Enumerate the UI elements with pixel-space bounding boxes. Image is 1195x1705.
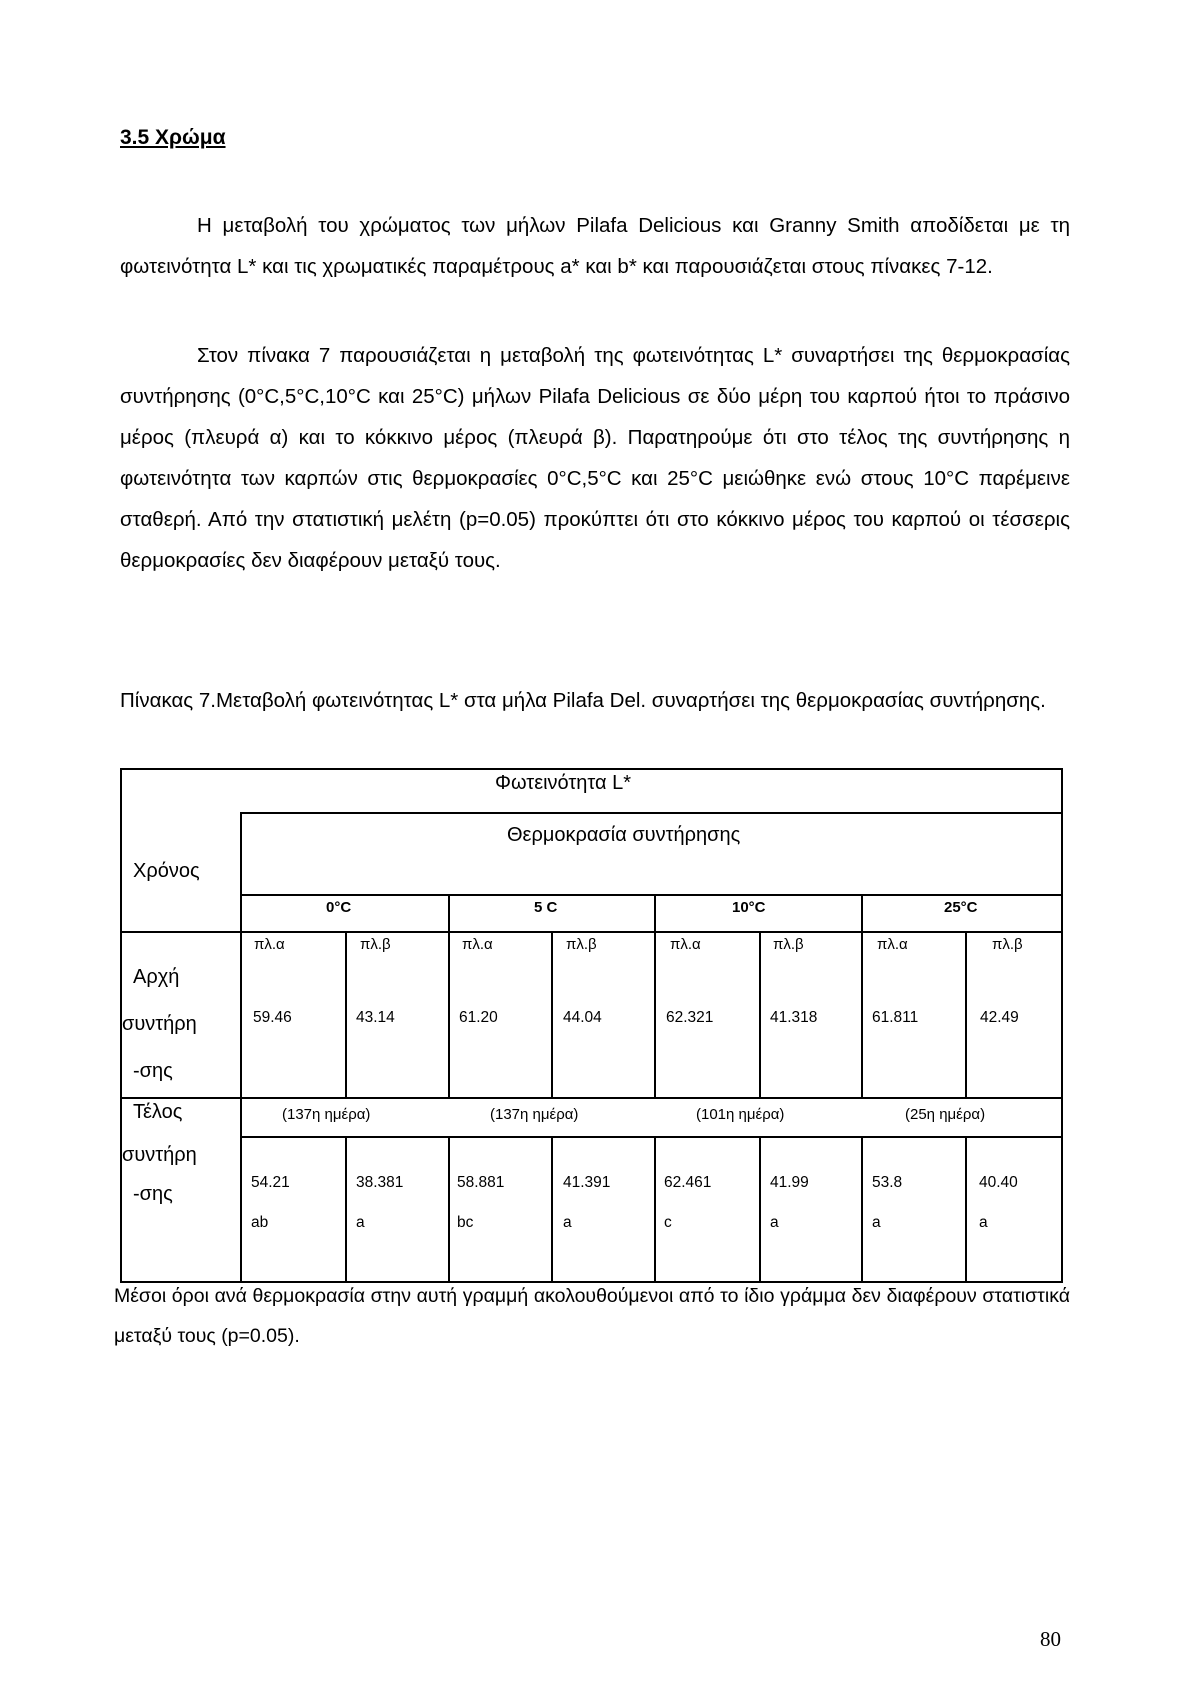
end-letter: a	[563, 1214, 572, 1231]
end-value: 38.381	[356, 1174, 404, 1191]
end-value: 40.40	[979, 1174, 1018, 1191]
end-value: 54.21	[251, 1174, 290, 1191]
end-letter: ab	[251, 1214, 269, 1231]
end-value: 53.8	[872, 1174, 903, 1191]
end-value: 62.461	[664, 1174, 712, 1191]
table-rule	[448, 894, 450, 1097]
table-rule	[120, 931, 1063, 933]
table-rule	[448, 1136, 450, 1281]
table-rule	[861, 894, 863, 1097]
side-label: πλ.α	[670, 936, 701, 953]
table-rule	[120, 1097, 1063, 1099]
start-value: 41.318	[770, 1009, 818, 1026]
section-heading: 3.5 Χρώμα	[120, 126, 226, 149]
page-number: 80	[1040, 1627, 1061, 1651]
start-value: 42.49	[980, 1009, 1019, 1026]
paragraph-table7-description: Στον πίνακα 7 παρουσιάζεται η μεταβολή της φωτεινότητας L* συναρτήσει της θερμοκρασίας συντήρησης (0°C,5°C,10°C και 25°C) μήλων Pilafa Delicious σε δύο μέρη του καρπού ήτοι το πράσινο μέρος (πλευρά α) και το κόκκινο μέρος (πλευρά β). Παρατηρούμε ότι στο τέλος της συντήρησης η φωτεινότητα των καρπών στις θερμοκρασίες 0°C,5°C και 25°C μειώθηκε ενώ στους 10°C παρέμεινε σταθερή. Από την στατιστική μελέτη (p=0.05) προκύπτει ότι στο κόκκινο μέρος του καρπού οι τέσσερις θερμοκρασίες δεν διαφέρουν μεταξύ τους.	[120, 344, 1070, 572]
paragraph-intro: Η μεταβολή του χρώματος των μήλων Pilafa Delicious και Granny Smith αποδίδεται με τη φωτεινότητα L* και τις χρωματικές παραμέτρους a* και b* και παρουσιάζεται στους πίνακες 7-12.	[120, 214, 1070, 278]
side-label: πλ.α	[462, 936, 493, 953]
temp-0: 0°C	[326, 899, 352, 916]
row-label-start: συντήρη	[122, 1013, 197, 1035]
table-rule	[240, 894, 1063, 896]
side-label: πλ.β	[360, 936, 391, 953]
end-letter: a	[872, 1214, 881, 1231]
table-rule	[345, 931, 347, 1097]
end-day: (137η ημέρα)	[490, 1106, 579, 1123]
table-rule	[759, 1136, 761, 1281]
row-label-start: Αρχή	[133, 966, 180, 988]
side-label: πλ.β	[773, 936, 804, 953]
temp-25: 25°C	[944, 899, 978, 916]
end-letter: bc	[457, 1214, 474, 1231]
end-value: 41.391	[563, 1174, 611, 1191]
side-label: πλ.α	[254, 936, 285, 953]
table-rule	[861, 1136, 863, 1281]
start-value: 43.14	[356, 1009, 395, 1026]
start-value: 61.20	[459, 1009, 498, 1026]
table-rule	[551, 931, 553, 1097]
table-rule	[345, 1136, 347, 1281]
header-lightness: Φωτεινότητα L*	[495, 772, 632, 794]
end-day: (137η ημέρα)	[282, 1106, 371, 1123]
start-value: 61.811	[872, 1009, 919, 1026]
table-rule	[654, 1136, 656, 1281]
end-letter: a	[356, 1214, 365, 1231]
end-value: 41.99	[770, 1174, 809, 1191]
header-time: Χρόνος	[133, 860, 200, 882]
row-label-end: Τέλος	[133, 1101, 183, 1123]
table-rule	[654, 894, 656, 1097]
end-value: 58.881	[457, 1174, 505, 1191]
end-day: (25η ημέρα)	[905, 1106, 986, 1123]
table-note: Μέσοι όροι ανά θερμοκρασία στην αυτή γραμμή ακολουθούμενοι από το ίδιο γράμμα δεν διαφέρουν στατιστικά μεταξύ τους (p=0.05).	[114, 1285, 1070, 1347]
end-letter: c	[664, 1214, 672, 1231]
side-label: πλ.β	[566, 936, 597, 953]
table-rule	[240, 812, 1063, 814]
start-value: 44.04	[563, 1009, 602, 1026]
end-day: (101η ημέρα)	[696, 1106, 785, 1123]
table-caption: Πίνακας 7.Μεταβολή φωτεινότητας L* στα μήλα Pilafa Del. συναρτήσει της θερμοκρασίας συντήρησης.	[120, 689, 1046, 712]
temp-5: 5 C	[534, 899, 558, 916]
row-label-start: -σης	[133, 1060, 173, 1082]
table-rule	[759, 931, 761, 1097]
table-rule	[551, 1136, 553, 1281]
table-rule	[965, 931, 967, 1097]
table-rule	[240, 812, 242, 1281]
start-value: 62.321	[666, 1009, 714, 1026]
table-rule	[1061, 768, 1063, 1283]
side-label: πλ.α	[877, 936, 908, 953]
table-rule	[965, 1136, 967, 1281]
end-letter: a	[770, 1214, 779, 1231]
side-label: πλ.β	[992, 936, 1023, 953]
header-temperature: Θερμοκρασία συντήρησης	[507, 824, 741, 846]
lightness-table	[120, 768, 1063, 1283]
row-label-end: συντήρη	[122, 1144, 197, 1166]
start-value: 59.46	[253, 1009, 292, 1026]
table-rule	[240, 1136, 1063, 1138]
end-letter: a	[979, 1214, 988, 1231]
temp-10: 10°C	[732, 899, 766, 916]
row-label-end: -σης	[133, 1183, 173, 1205]
table-rule	[120, 768, 1063, 770]
